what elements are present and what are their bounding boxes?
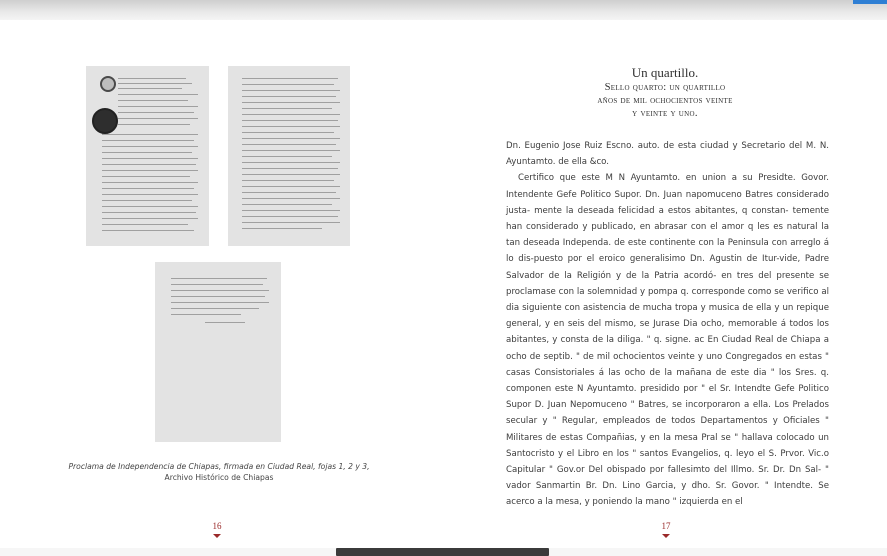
page-number-left: 16 xyxy=(197,521,237,531)
emblem-icon xyxy=(100,76,116,92)
subheading-line-1: Sello quarto: un quartillo xyxy=(604,82,726,93)
viewer-top-bar xyxy=(0,0,887,20)
manuscript-text-block xyxy=(96,74,199,236)
document-heading xyxy=(563,64,767,120)
caption-title: Proclama de Independencia de Chiapas, firmada en Ciudad Real, fojas 1, 2 y 3, xyxy=(68,462,370,471)
subheading-line-3: y veinte y uno. xyxy=(632,108,698,119)
transcription-body xyxy=(506,138,829,511)
right-page xyxy=(443,20,887,548)
page-number-right: 17 xyxy=(646,521,686,531)
manuscript-scan-folio-3 xyxy=(155,262,281,442)
manuscript-scan-folio-2 xyxy=(228,66,350,246)
paragraph-2: Certifico que este M N Ayuntamto. en union a su Presidte. Govor. Intendente Gefe Politico Supor. Dn. Juan napomuceno Batres considerado justa- mente la deseada felicidad a estos abitantes, q constan- temente han considerado y publicado, en abrasar con el amor q les es natural la tan deseada Independa. de este continente con la Peninsula con arreglo á lo dis-puesto por el eroico generalisimo Dn. Agustin de Itur-vide, Padre Salvador de la Religión y de la Patria acordó- en tres del presente se proclamase con la solemnidad y pompa q. corresponde como se verifico al dia siguiente con asistencia de mucha tropa y musica de ella y un repique general, y en seis del mismo, se Jurase Dia ocho, memorable á todos los abitantes, y consta de la diliga. " q. signe. ac En Ciudad Real de Chiapa a ocho de septib. " de mil ochocientos veinte y uno Congregados en estas " casas Consistoriales á las ocho de la mañana de este dia " los Sres. q. componen este N Ayuntamto. presidido por " el Sr. Intendte Gefe Politico Supor D. Juan Nepomuceno " Batres, se incorporaron a ella. Los Prelados secular y " Regular, empleados de todos Departamentos y Oficiales " Militares de estas Compañias, y en la mesa Pral se " hallava colocado un Santocristo y el Libro en los " santos Evangelios, q. leyo el S. Prvor. Vic.o Capitular " Gov.or Del obispado por fallesimto del Illmo. Sr. Dr. Dn Sal- " vador Sanmartin Br. Dn. Lino Garcia, y dho. Sr. Govor. " Intendte. Se acerco a la mesa, y poniendo la mano " izquierda en el xyxy=(506,173,829,508)
manuscript-scan-folio-1 xyxy=(86,66,209,246)
horizontal-scrollbar-thumb[interactable] xyxy=(336,548,549,556)
manuscript-text-block xyxy=(165,270,271,432)
manuscript-text-block xyxy=(238,74,340,236)
heading-title: Un quartillo. xyxy=(631,65,699,80)
subheading-line-2: años de mil ochocientos veinte xyxy=(597,95,733,106)
left-page xyxy=(0,20,443,548)
figure-caption xyxy=(60,461,378,483)
paragraph-1: Dn. Eugenio Jose Ruiz Escno. auto. de esta ciudad y Secretario del M. N. Ayuntamto. de ella &co. xyxy=(506,141,829,168)
window-accent xyxy=(853,0,887,4)
caption-source: Archivo Histórico de Chiapas xyxy=(164,473,274,482)
seal-stamp-icon xyxy=(92,108,118,134)
